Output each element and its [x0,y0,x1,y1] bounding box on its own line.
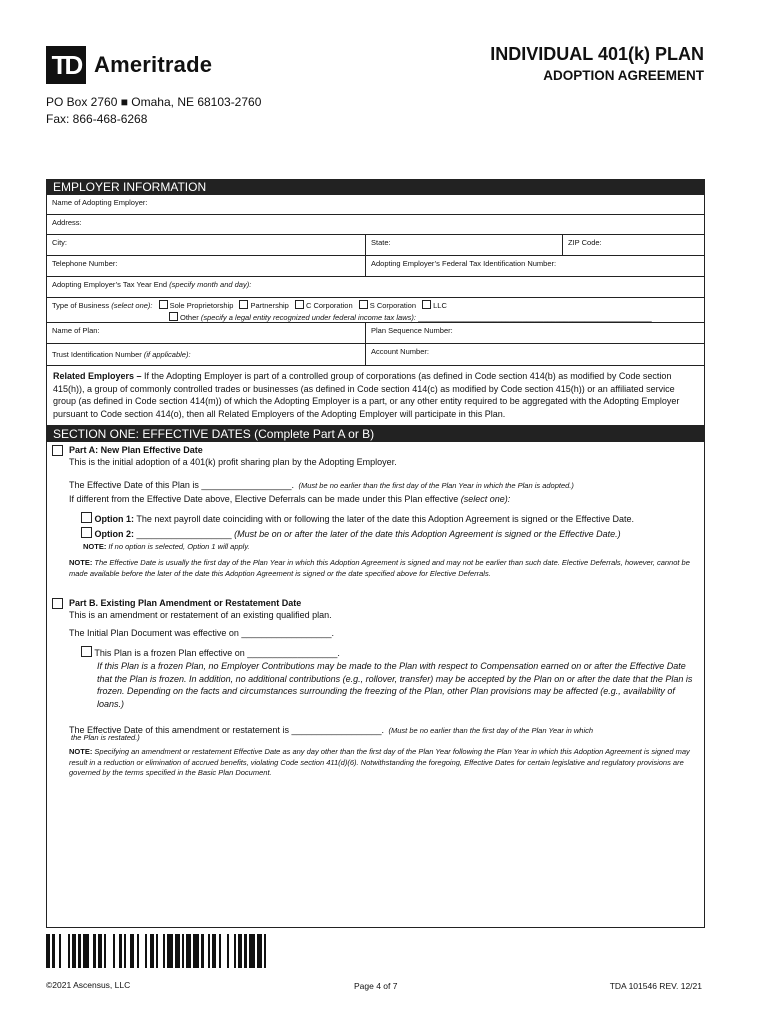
trust-id-label: Trust Identification Number [52,350,142,359]
other-hint: (specify a legal entity recognized under federal income tax laws): [200,313,416,322]
phone-taxid-row [47,255,704,276]
s-corporation-checkbox[interactable] [359,300,368,309]
frozen-plan [81,646,340,658]
trust-id-field[interactable] [47,344,365,365]
elective-deferral-text: If different from the Effective Date above, Elective Deferrals can be made under this Plan effective [69,494,459,504]
business-type-row [47,297,704,322]
llc-checkbox[interactable] [422,300,431,309]
part-b-title: Part B. Existing Plan Amendment or Restatement Date [69,598,302,608]
tax-year-row [47,276,704,297]
llc-label: LLC [433,301,447,310]
account-number-field[interactable] [365,344,704,365]
option-2-checkbox[interactable] [81,527,92,538]
account-number-label: Account Number: [371,347,429,356]
frozen-plan-note-text: If this Plan is a frozen Plan, no Employer Contributions may be made to the Plan with respect to Compensation earned on or after the Effective Date that the Plan is frozen. In addition, no additional contributions (e.g., rollover, transfer) may be accepted by the Plan on or after the date that the Plan is frozen. Depending on the facts and circumstances surrounding the freezing of the Plan, other Plan provisions may be affected (e.g., availability of loans.) [97,661,693,709]
initial-plan-date[interactable]: The Initial Plan Document was effective on __________________. [69,628,335,638]
document-subtitle: ADOPTION AGREEMENT [543,68,704,83]
restatement-date-note: (Must be no earlier than the first day of the Plan Year in which [388,726,594,735]
c-corporation-checkbox[interactable] [295,300,304,309]
elective-deferral-hint: (select one): [460,494,511,504]
employer-name-row [47,195,704,214]
frozen-plan-text: This Plan is a frozen Plan effective on __________________. [94,648,340,658]
zip-field[interactable] [562,235,704,255]
option-2-note: (Must be on or after the later of the date this Adoption Agreement is signed or the Effective Date.) [234,529,621,539]
employer-name-label: Name of Adopting Employer: [52,198,148,207]
city-state-zip-row [47,234,704,255]
phone-field[interactable] [47,256,365,276]
other-label: Other [180,313,199,322]
form-id: TDA 101546 REV. 12/21 [609,981,702,991]
trust-id-hint: (if applicable): [143,350,191,359]
option-1-checkbox[interactable] [81,512,92,523]
plan-sequence-field[interactable] [365,323,704,343]
option-1-text: The next payroll date coinciding with or following the later of the date this Adoption Agreement is signed or the Effective Date. [134,514,634,524]
state-label: State: [371,238,391,247]
section-one-body [47,442,704,927]
logo [46,46,212,84]
city-label: City: [52,238,67,247]
address-label: Address: [52,218,82,227]
plan-sequence-label: Plan Sequence Number: [371,326,453,335]
restatement-date-note-2 [71,733,140,744]
section-one-heading: SECTION ONE: EFFECTIVE DATES (Complete Part A or B) [47,426,704,442]
c-corporation-label: C Corporation [305,301,353,310]
option-1-label: Option 1: [94,514,135,524]
city-field[interactable] [47,235,365,255]
frozen-plan-note [97,660,697,710]
barcode-bar [266,934,270,968]
mailing-address: PO Box 2760 ■ Omaha, NE 68103-2760 [46,95,262,109]
partnership-checkbox[interactable] [239,300,248,309]
section-one [47,425,704,927]
address-row [47,214,704,234]
tax-year-label: Adopting Employer’s Tax Year End [52,280,168,289]
part-a-effective-date-text[interactable]: The Effective Date of this Plan is __________________. [69,480,294,490]
logo-text: Ameritrade [94,52,213,77]
tax-id-label: Adopting Employer’s Federal Tax Identification Number: [371,259,557,268]
sole-proprietorship-label: Sole Proprietorship [169,301,234,310]
part-a-effective-date-note: (Must be no earlier than the first day of the Plan Year in which the Plan is adopted.) [298,481,574,490]
partnership-label: Partnership [250,301,289,310]
part-a-description: This is the initial adoption of a 401(k) profit sharing plan by the Adopting Employer. [69,457,397,467]
state-field[interactable] [365,235,562,255]
tax-id-field[interactable] [365,256,704,276]
frozen-plan-checkbox[interactable] [81,646,92,657]
part-a-effective-date [69,475,574,493]
business-type-field [47,298,704,322]
part-a-note-2 [69,558,697,579]
td-logo-mark: TD [46,46,86,84]
zip-label: ZIP Code: [568,238,602,247]
tax-year-field[interactable] [47,277,704,297]
plan-name-row [47,322,704,343]
business-type-label: Type of Business [52,301,110,310]
employer-name-field[interactable] [47,195,704,214]
other-checkbox[interactable] [169,312,178,321]
part-a-title: Part A: New Plan Effective Date [69,445,203,455]
option-2-label: Option 2: [94,529,135,539]
option-1 [81,512,634,524]
part-b-description: This is an amendment or restatement of an existing qualified plan. [69,610,332,620]
tax-year-hint: (specify month and day): [169,280,252,289]
option-2 [81,527,621,539]
part-b-note-label: NOTE: [69,747,93,756]
option-2-date-input[interactable]: ___________________ [134,529,232,539]
part-a-note-2-label: NOTE: [69,558,93,567]
part-b-checkbox[interactable] [52,598,63,609]
other-entity-input[interactable]: ________________________________________________________ [418,313,652,322]
trust-account-row [47,343,704,365]
part-b-note [69,747,699,779]
restatement-date-note-2-text: the Plan is restated.) [71,733,140,742]
elective-deferral-intro [69,494,510,504]
document-title: INDIVIDUAL 401(k) PLAN [490,44,704,64]
part-a-checkbox[interactable] [52,445,63,456]
related-employers-title: Related Employers – [53,371,142,381]
business-type-hint: (select one): [111,301,153,310]
part-a-note-1-text: If no option is selected, Option 1 will apply. [106,542,250,551]
related-employers-text: If the Adopting Employer is part of a controlled group of corporations (as defined in Code section 414(b) as modified by Code section 415(h)), a group of commonly controlled trades or businesses (as defined in Code section 414(c) as modified by Code section 415(h)) or an affiliated service group (as defined in Code section 414(m)) of which the Adopting Employer is a part, or any other entity required to be aggregated with the Adopting Employer pursuant to Code section 414(o), then all Related Employers of the Adopting Employer will participate in this Plan. [53,371,680,419]
part-a-note-1-label: NOTE: [83,542,107,551]
plan-name-field[interactable] [47,323,365,343]
plan-name-label: Name of Plan: [52,326,100,335]
restatement-date-text[interactable]: The Effective Date of this amendment or restatement is __________________. [69,725,385,735]
related-employers-paragraph [47,365,704,425]
phone-label: Telephone Number: [52,259,118,268]
copyright: ©2021 Ascensus, LLC [46,980,131,990]
page-number: Page 4 of 7 [354,981,398,991]
part-b-note-text: Specifying an amendment or restatement Effective Date as any day other than the first day of the Plan Year following the Plan Year in which this Adoption Agreement is signed may result in a reduction or elimination of accrued benefits, violating Code section 411(d)(6). Notwithstanding the foregoing, Effective Dates for certain legislative and regulatory provisions are governed by the terms specified in the Basic Plan Document. [69,747,690,777]
fax-number: Fax: 866-468-6268 [46,112,148,126]
address-field[interactable] [47,215,704,234]
part-a-note-1 [83,542,250,553]
application-form [46,179,705,928]
barcode-image [46,934,271,968]
s-corporation-label: S Corporation [369,301,417,310]
restatement-date [69,720,593,738]
sole-proprietorship-checkbox[interactable] [159,300,168,309]
employer-info-heading: EMPLOYER INFORMATION [47,180,704,195]
part-a-note-2-text: The Effective Date is usually the first day of the Plan Year in which this Adoption Agreement is signed and may not be earlier than such date. Elective Deferrals, however, cannot be made available before the later of the date this Adoption Agreement is signed or the date specified above for Elective Deferrals. [69,558,690,578]
